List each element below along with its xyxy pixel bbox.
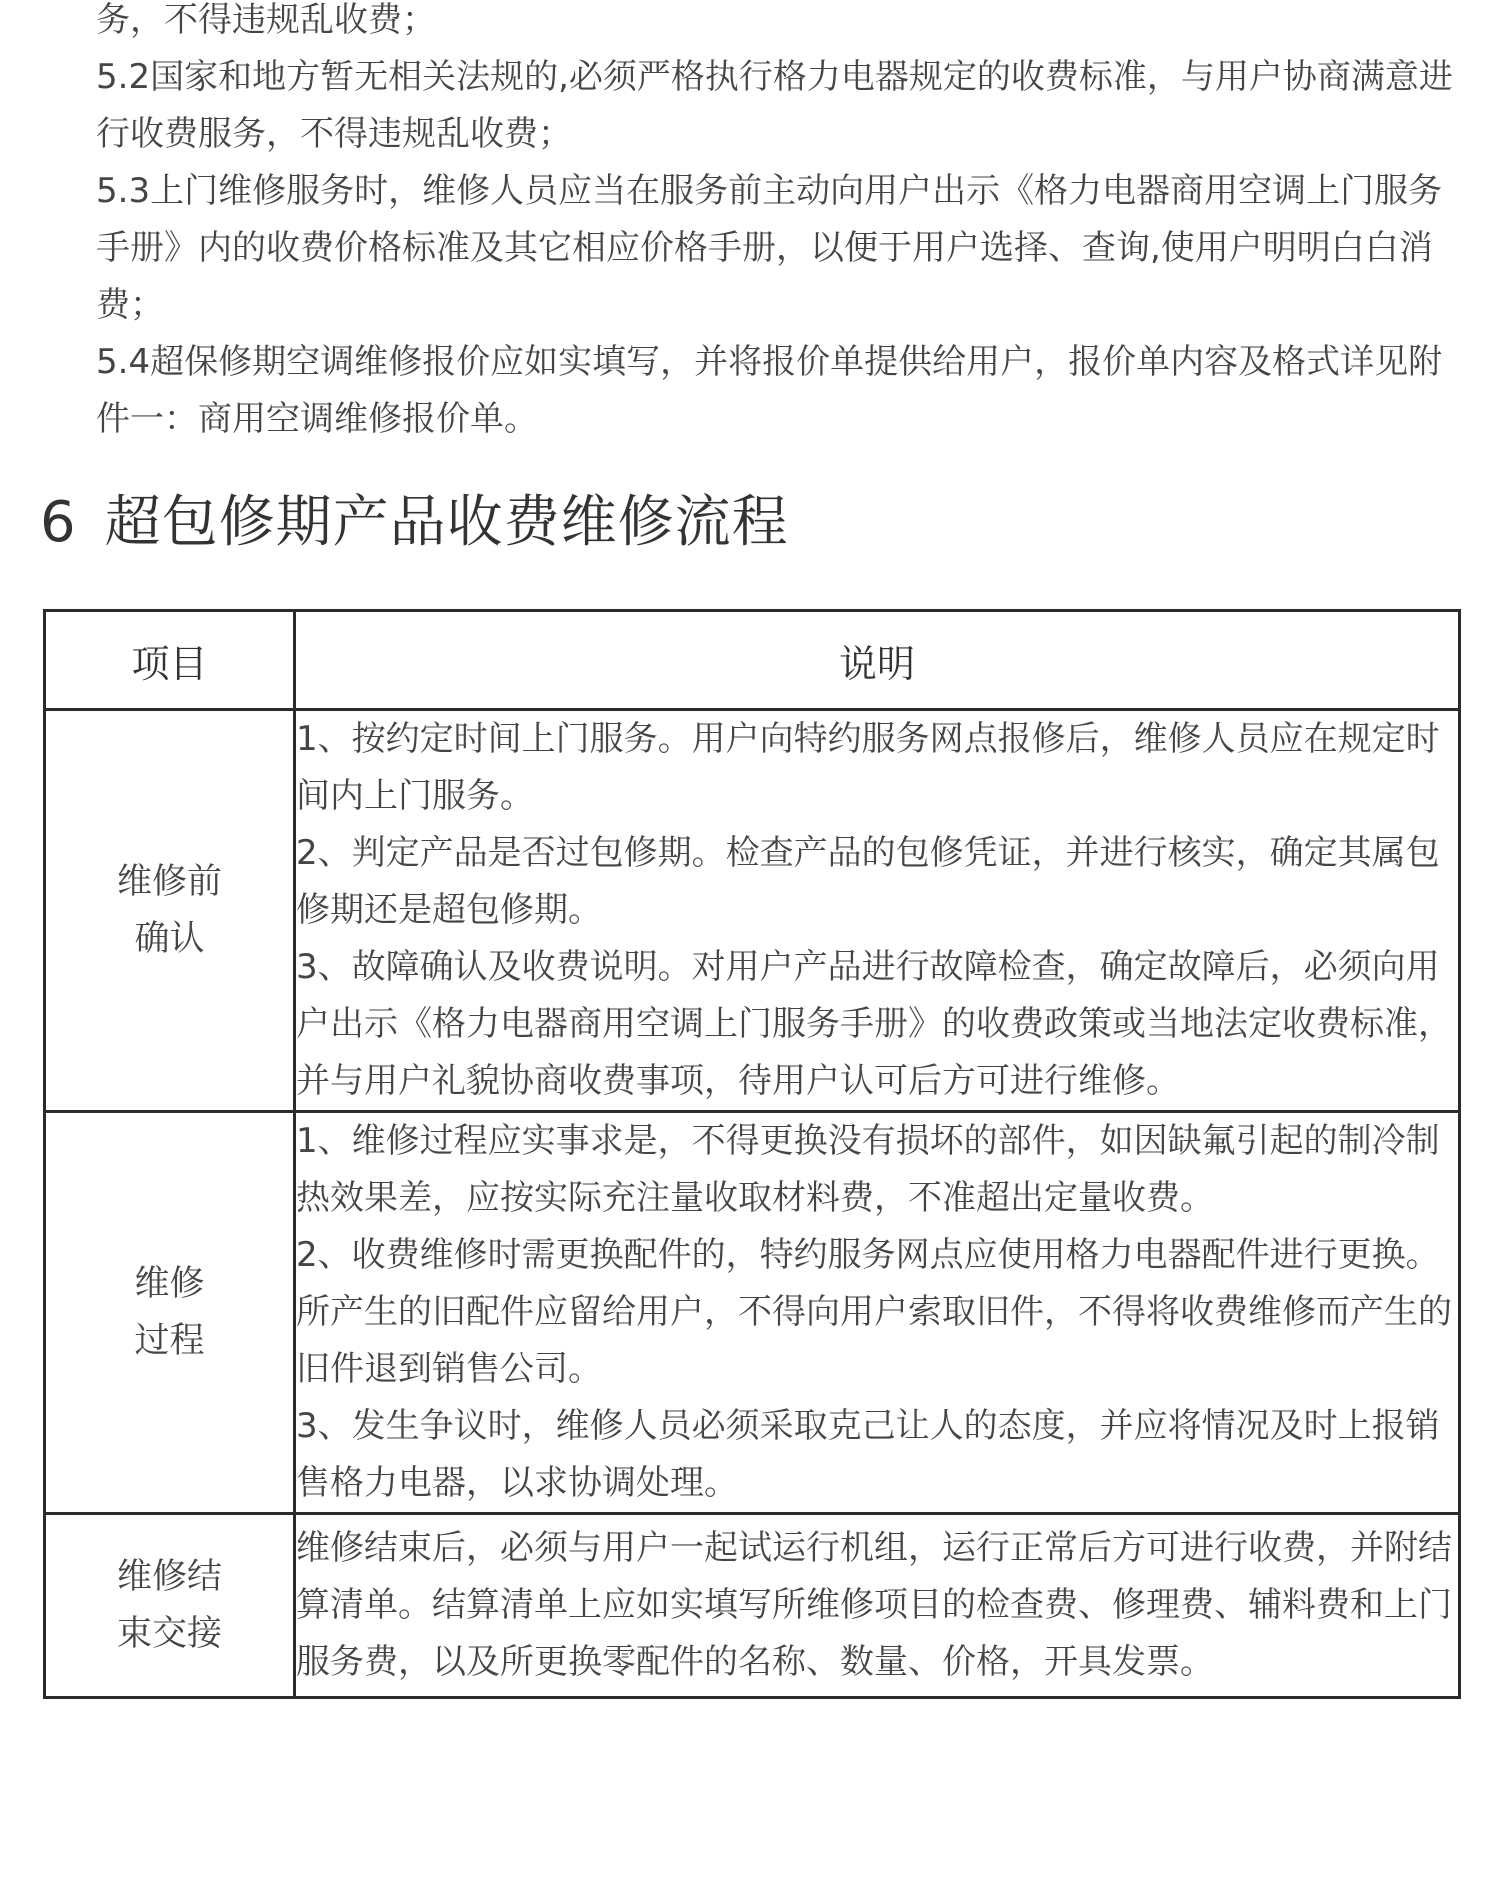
intro-line: 5.3上门维修服务时，维修人员应当在服务前主动向用户出示《格力电器商用空调上门服务手册》内的收费价格标准及其它相应价格手册，以便于用户选择、查询,使用户明明白白消费； (96, 171, 1443, 325)
procedure-table (43, 609, 1461, 1699)
section-number: 6 (40, 490, 77, 555)
intro-line: 5.2国家和地方暂无相关法规的,必须严格执行格力电器规定的收费标准，与用户协商满意进行收费服务，不得违规乱收费； (96, 57, 1453, 154)
row-item-label: 维修结束交接 (116, 1556, 222, 1654)
header-item: 项目 (45, 611, 295, 710)
description-paragraph: 3、发生争议时，维修人员必须采取克己让人的态度，并应将情况及时上报销售格力电器，以求协调处理。 (296, 1406, 1440, 1503)
row-item-cell (45, 1514, 295, 1698)
description-paragraph: 1、维修过程应实事求是，不得更换没有损坏的部件，如因缺氟引起的制冷制热效果差，应按实际充注量收取材料费，不准超出定量收费。 (296, 1121, 1440, 1218)
intro-line: 5.4超保修期空调维修报价应如实填写，并将报价单提供给用户，报价单内容及格式详见附件一：商用空调维修报价单。 (96, 342, 1443, 439)
row-description-cell (295, 710, 1460, 1112)
table-row (45, 710, 1460, 1112)
header-description: 说明 (295, 611, 1460, 710)
description-paragraph: 3、故障确认及收费说明。对用户产品进行故障检查，确定故障后，必须向用户出示《格力电器商用空调上门服务手册》的收费政策或当地法定收费标准，并与用户礼貌协商收费事项，待用户认可后方可进行维修。 (296, 947, 1452, 1101)
table-row (45, 1112, 1460, 1514)
table-header-row (45, 611, 1460, 710)
description-paragraph: 维修结束后，必须与用户一起试运行机组，运行正常后方可进行收费，并附结算清单。结算清单上应如实填写所维修项目的检查费、修理费、辅料费和上门服务费，以及所更换零配件的名称、数量、价格，开具发票。 (296, 1528, 1452, 1682)
row-description-cell (295, 1514, 1460, 1698)
description-paragraph: 2、收费维修时需更换配件的，特约服务网点应使用格力电器配件进行更换。所产生的旧配件应留给用户，不得向用户索取旧件，不得将收费维修而产生的旧件退到销售公司。 (296, 1235, 1452, 1389)
row-item-label: 维修过程 (134, 1263, 205, 1361)
intro-section (96, 0, 1456, 448)
description-paragraph: 1、按约定时间上门服务。用户向特约服务网点报修后，维修人员应在规定时间内上门服务。 (296, 719, 1440, 816)
row-item-label: 维修前确认 (116, 861, 222, 959)
row-description-cell (295, 1112, 1460, 1514)
section-heading (40, 488, 789, 558)
row-item-cell (45, 710, 295, 1112)
table-row (45, 1514, 1460, 1698)
intro-line: 务，不得违规乱收费； (96, 0, 436, 40)
section-title-text: 超包修期产品收费维修流程 (104, 490, 789, 555)
description-paragraph: 2、判定产品是否过包修期。检查产品的包修凭证，并进行核实，确定其属包修期还是超包修期。 (296, 833, 1440, 930)
row-item-cell (45, 1112, 295, 1514)
